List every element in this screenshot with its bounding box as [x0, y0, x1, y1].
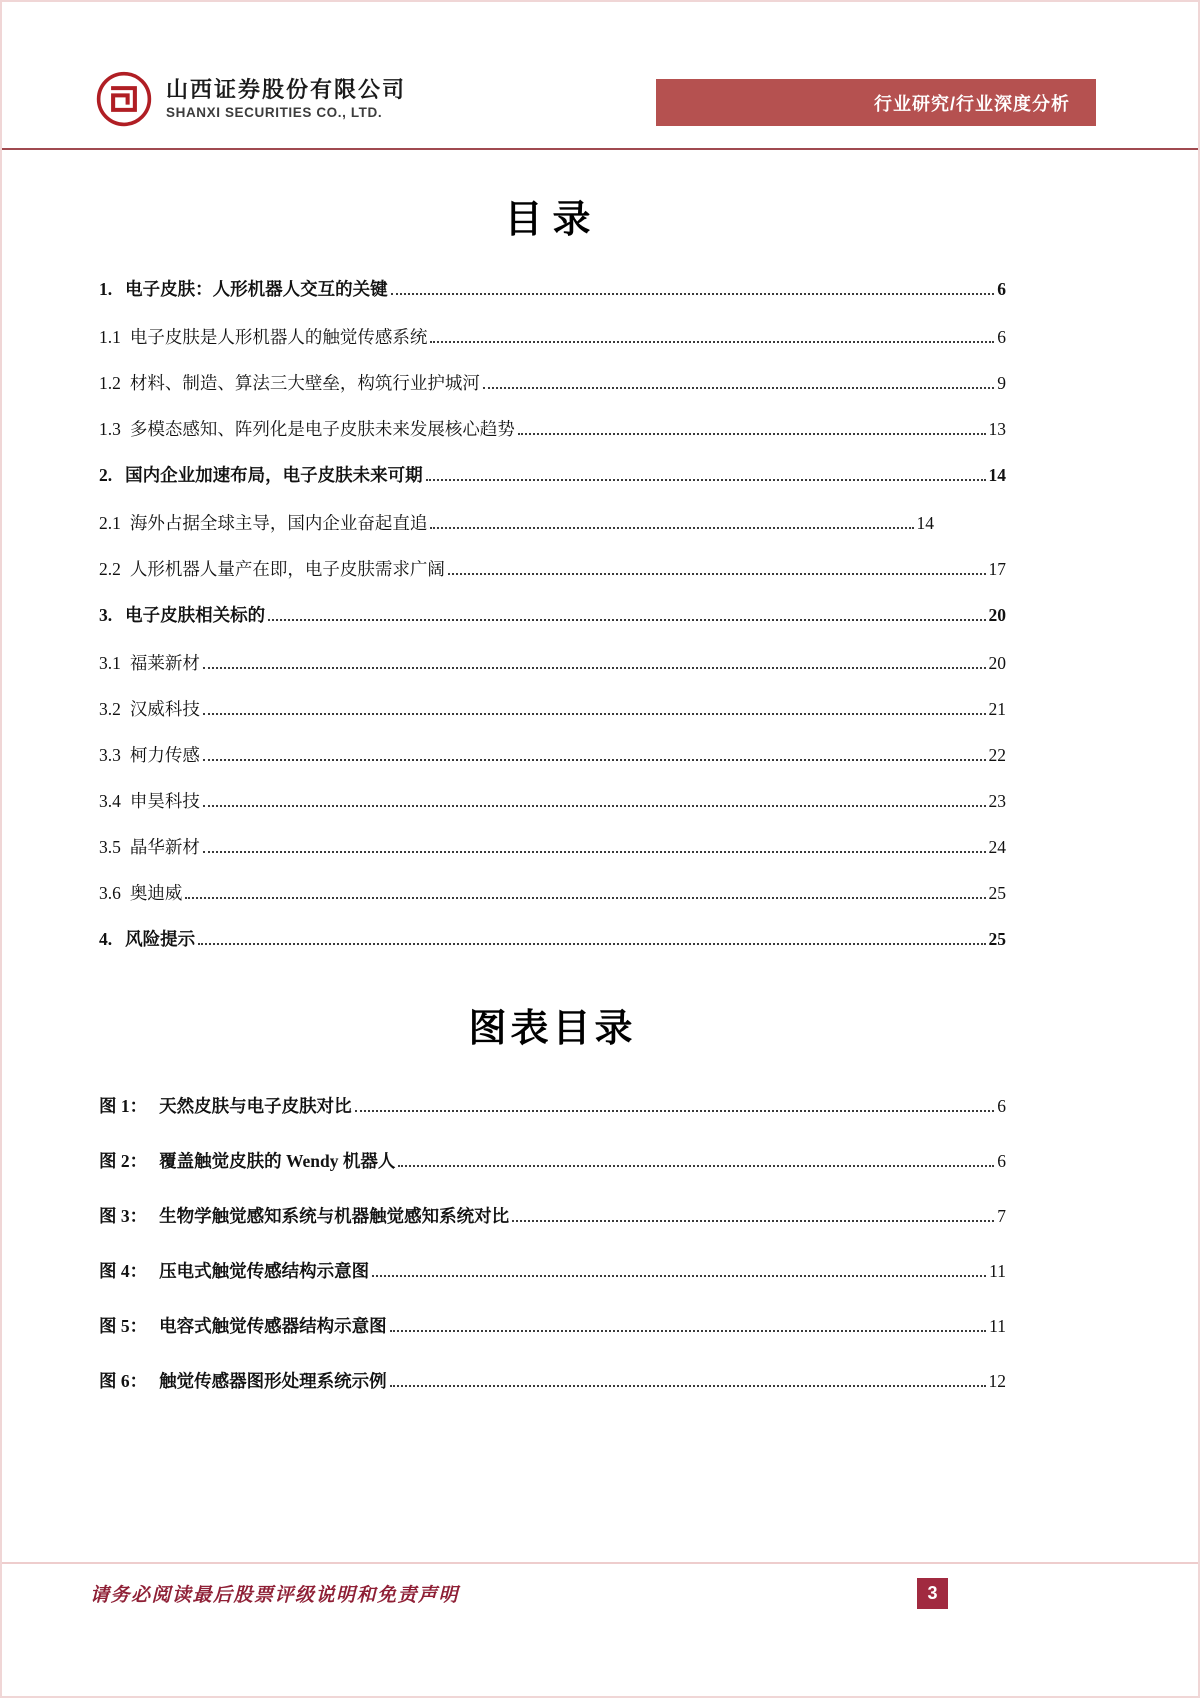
toc-item — [99, 651, 1006, 675]
toc-item — [99, 789, 1006, 813]
figure-item-number: 图 6： — [99, 1371, 148, 1391]
toc-item-number: 3.3 — [99, 745, 121, 765]
toc-leader-dots — [483, 387, 994, 389]
toc-item-page: 25 — [988, 883, 1006, 903]
figure-item-label: 压电式触觉传感结构示意图 — [159, 1261, 370, 1281]
toc-item-number: 2.1 — [99, 513, 121, 533]
report-type-banner: 行业研究/行业深度分析 — [656, 79, 1096, 126]
toc-item-page: 23 — [988, 791, 1006, 811]
toc-item-label: 人形机器人量产在即，电子皮肤需求广阔 — [129, 559, 445, 579]
header-divider — [2, 148, 1198, 150]
toc-leader-dots — [426, 479, 986, 481]
figure-item-number: 图 2： — [99, 1151, 148, 1171]
toc-leader-dots — [448, 573, 986, 575]
toc-item — [99, 835, 1006, 859]
toc-item-page: 6 — [997, 327, 1006, 347]
toc-item-label: 汉威科技 — [129, 699, 200, 719]
footer-divider — [2, 1562, 1198, 1564]
toc-item — [99, 325, 1006, 349]
company-name-en: SHANXI SECURITIES CO., LTD. — [166, 105, 383, 120]
toc-item-label: 奥迪威 — [129, 883, 183, 903]
toc-item — [99, 881, 1006, 905]
figure-item-number: 图 4： — [99, 1261, 148, 1281]
toc-item-label: 申昊科技 — [129, 791, 200, 811]
company-logo-block — [95, 70, 406, 128]
toc-item-number: 3. — [99, 605, 113, 625]
toc-item-number: 3.4 — [99, 791, 121, 811]
toc-item — [99, 697, 1006, 721]
toc-leader-dots — [372, 1275, 986, 1277]
toc-leader-dots — [203, 851, 986, 853]
main-content — [99, 172, 1006, 1424]
toc-item — [99, 277, 1006, 301]
company-names — [166, 76, 406, 122]
toc-leader-dots — [203, 759, 986, 761]
page-number-badge: 3 — [917, 1578, 948, 1609]
figure-item-label: 电容式触觉传感器结构示意图 — [159, 1316, 387, 1336]
toc-item — [99, 603, 1006, 627]
toc-item-label: 柯力传感 — [129, 745, 200, 765]
toc-leader-dots — [391, 293, 995, 295]
toc-leader-dots — [430, 341, 994, 343]
toc-item-page: 14 — [916, 513, 934, 533]
toc-item-label: 海外占据全球主导，国内企业奋起直追 — [129, 513, 428, 533]
toc-item-number: 4. — [99, 929, 113, 949]
figure-item — [99, 1094, 1006, 1118]
figure-item-number: 图 1： — [99, 1096, 148, 1116]
toc-item-number: 1. — [99, 279, 113, 299]
toc-item-label: 风险提示 — [125, 929, 196, 949]
toc-item-label: 材料、制造、算法三大壁垒，构筑行业护城河 — [129, 373, 480, 393]
toc-item-page: 17 — [988, 559, 1006, 579]
toc-leader-dots — [398, 1165, 994, 1167]
toc-item-page: 14 — [988, 465, 1006, 485]
toc-item-label: 多模态感知、阵列化是电子皮肤未来发展核心趋势 — [129, 419, 515, 439]
figure-item-number: 图 3： — [99, 1206, 148, 1226]
company-name-cn: 山西证券股份有限公司 — [166, 77, 407, 102]
figure-item-label: 天然皮肤与电子皮肤对比 — [159, 1096, 352, 1116]
toc-item-page: 25 — [988, 929, 1006, 949]
figure-item-page: 11 — [989, 1316, 1006, 1336]
figures-toc-title: 图表目录 — [468, 1008, 637, 1050]
page-header — [2, 2, 1198, 150]
figure-item-page: 7 — [997, 1206, 1006, 1226]
toc-item-number: 1.1 — [99, 327, 121, 347]
toc-item-page: 24 — [988, 837, 1006, 857]
toc-item — [99, 463, 1006, 487]
toc-item-number: 2.2 — [99, 559, 121, 579]
figure-item — [99, 1204, 1006, 1228]
toc-item-label: 福莱新材 — [129, 653, 200, 673]
figure-item — [99, 1314, 1006, 1338]
toc-title: 目录 — [504, 199, 601, 241]
toc-leader-dots — [203, 667, 986, 669]
toc-leader-dots — [203, 713, 986, 715]
toc-item-label: 国内企业加速布局，电子皮肤未来可期 — [125, 465, 423, 485]
toc-item — [99, 417, 1006, 441]
toc-item — [99, 371, 1006, 395]
toc-item-page: 20 — [988, 605, 1006, 625]
toc-leader-dots — [203, 805, 986, 807]
toc-leader-dots — [512, 1220, 994, 1222]
figure-item-page: 12 — [988, 1371, 1006, 1391]
figure-item-label: 覆盖触觉皮肤的 Wendy 机器人 — [159, 1151, 396, 1171]
toc-item-page: 21 — [988, 699, 1006, 719]
toc-item-number: 3.1 — [99, 653, 121, 673]
figure-item-number: 图 5： — [99, 1316, 148, 1336]
figure-item-page: 6 — [997, 1096, 1006, 1116]
toc-item-page: 22 — [988, 745, 1006, 765]
toc-item-number: 1.2 — [99, 373, 121, 393]
footer-disclaimer: 请务必阅读最后股票评级说明和免责声明 — [90, 1585, 460, 1606]
toc-item — [99, 927, 1006, 951]
toc-item-number: 3.5 — [99, 837, 121, 857]
toc-leader-dots — [185, 897, 985, 899]
toc-leader-dots — [430, 527, 913, 529]
toc-item-page: 6 — [997, 279, 1006, 299]
toc-item-label: 电子皮肤是人形机器人的触觉传感系统 — [129, 327, 428, 347]
toc-item-page: 9 — [997, 373, 1006, 393]
toc-item-label: 晶华新材 — [129, 837, 200, 857]
toc-item-number: 2. — [99, 465, 113, 485]
toc-item-number: 3.2 — [99, 699, 121, 719]
figure-item — [99, 1149, 1006, 1173]
toc-item-label: 电子皮肤：人形机器人交互的关键 — [125, 279, 388, 299]
figure-item-label: 生物学触觉感知系统与机器触觉感知系统对比 — [159, 1206, 510, 1226]
figure-item — [99, 1259, 1006, 1283]
toc-item-page: 13 — [988, 419, 1006, 439]
toc-item-page: 20 — [988, 653, 1006, 673]
toc-leader-dots — [198, 943, 985, 945]
toc-leader-dots — [355, 1110, 995, 1112]
figure-item — [99, 1369, 1006, 1393]
figure-item-page: 11 — [989, 1261, 1006, 1281]
toc-leader-dots — [518, 433, 986, 435]
toc-item-number: 1.3 — [99, 419, 121, 439]
toc-item-label: 电子皮肤相关标的 — [125, 605, 266, 625]
toc-leader-dots — [390, 1385, 986, 1387]
toc-item — [99, 743, 1006, 767]
toc-item-number: 3.6 — [99, 883, 121, 903]
company-logo-icon — [95, 70, 153, 128]
toc-leader-dots — [390, 1330, 987, 1332]
figure-item-page: 6 — [997, 1151, 1006, 1171]
toc-item — [99, 557, 1006, 581]
figure-item-label: 触觉传感器图形处理系统示例 — [159, 1371, 387, 1391]
toc-leader-dots — [268, 619, 985, 621]
toc-item — [99, 511, 1006, 535]
